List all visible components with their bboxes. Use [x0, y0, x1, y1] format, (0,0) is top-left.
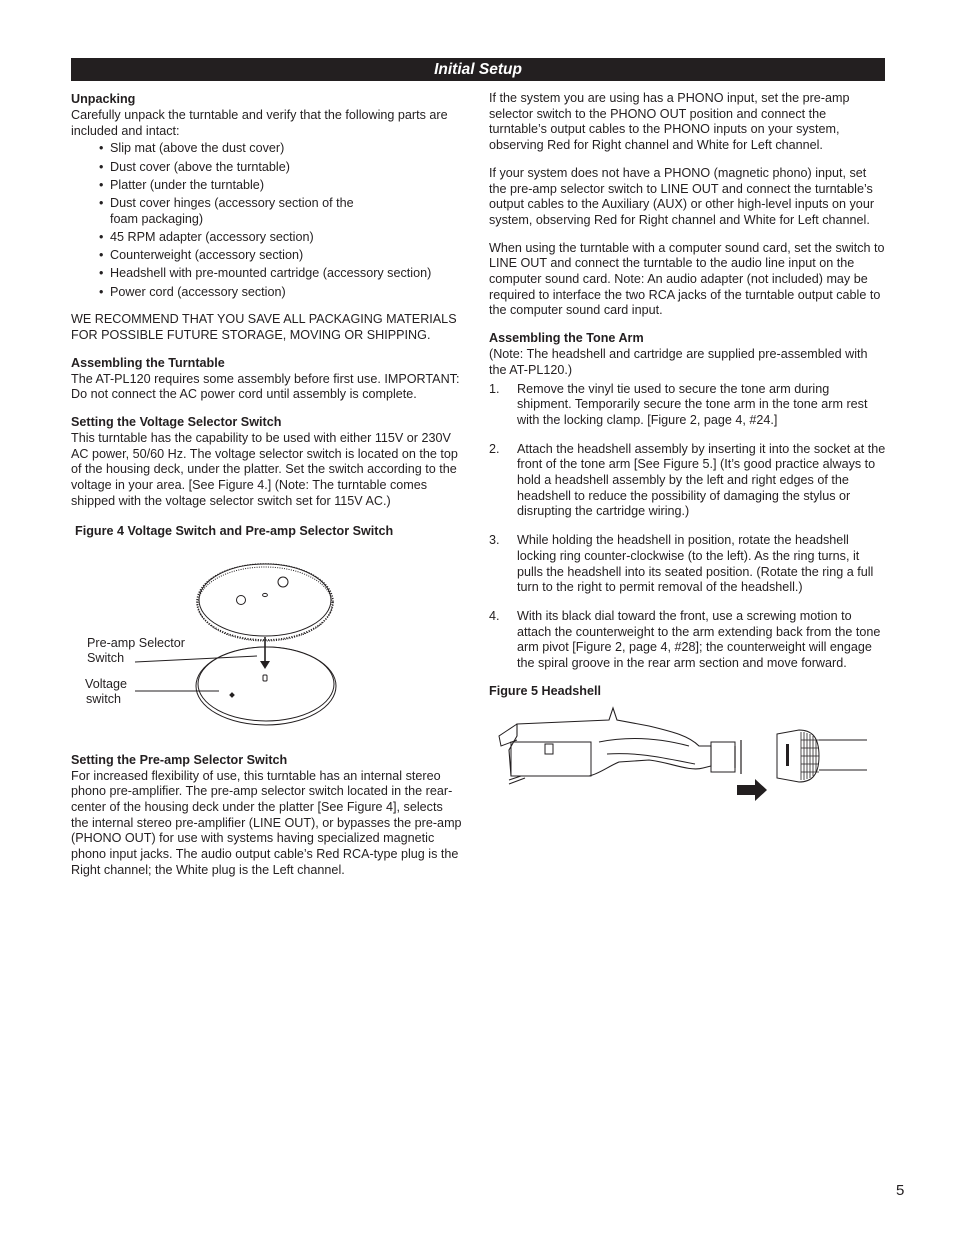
- list-item: • 45 RPM adapter (accessory section): [99, 229, 314, 244]
- list-item: • Counterweight (accessory section): [99, 248, 304, 263]
- tonearm-steps: [489, 382, 887, 672]
- unpacking-intro: Carefully unpack the turntable and verify that the following parts are included and intact:: [71, 108, 448, 138]
- assembling-turntable-body: The AT-PL120 requires some assembly before first use. IMPORTANT: Do not connect the AC power cord until assembly is complete.: [71, 371, 460, 402]
- arrow-right-icon: [737, 779, 767, 801]
- figure4-title: Figure 4 Voltage Switch and Pre-amp Selector Switch: [75, 523, 394, 538]
- preamp-switch-label: Pre-amp Selector Switch: [87, 635, 185, 666]
- list-item: • Power cord (accessory section): [99, 284, 286, 299]
- voltage-switch-label: Voltage switch: [85, 676, 128, 707]
- voltage-heading: Setting the Voltage Selector Switch: [71, 415, 282, 430]
- list-item: • Dust cover (above the turntable): [99, 159, 290, 174]
- packaging-recommendation: WE RECOMMEND THAT YOU SAVE ALL PACKAGING MATERIALS FOR POSSIBLE FUTURE STORAGE, MOVING OR SHIPPING.: [71, 312, 457, 342]
- voltage-body: This turntable has the capability to be used with either 115V or 230V AC power, 50/60 Hz. The voltage selector switch is located on the top of the housing deck, under the platter. Set the switch according to the voltage in your area. [See Figure 4.] (Note: The turntable comes shipped with the voltage selector switch set for 115V AC.): [71, 431, 458, 508]
- list-item: • Slip mat (above the dust cover): [99, 141, 285, 156]
- tonearm-heading: Assembling the Tone Arm: [489, 331, 644, 346]
- no-phono-paragraph: If your system does not have a PHONO (magnetic phono) input, set the pre-amp selector switch to LINE OUT and connect the turntable’s output cables to the Auxiliary (AUX) or other high-level inputs on your system, observing Red for Right channel and White for Left channel.: [489, 165, 875, 227]
- figure5-illustration: [489, 706, 887, 806]
- list-item: • Dust cover hinges (accessory section of the foam packaging): [99, 196, 354, 226]
- step-item: 2. Attach the headshell assembly by inserting it into the socket at the front of the tone arm [See Figure 5.] (It’s good practice always to hold a headshell assembly by the left and right edges of the headshell to reduce the possibility of damaging the stylus or disrupting the cartridge wiring.): [489, 441, 886, 519]
- phono-paragraph: If the system you are using has a PHONO input, set the pre-amp selector switch to the PHONO OUT position and connect the turntable’s output cables to the PHONO inputs on your system, observing Red for Right channel and White for Left channel.: [489, 91, 850, 153]
- figure4-illustration: [71, 544, 463, 740]
- unpacking-heading: Unpacking: [71, 92, 136, 106]
- step-item: 3. While holding the headshell in position, rotate the headshell locking ring counter-clockwise (to the left). As the ring turns, it pulls the headshell into its seated position. (Rotate the ring a full turn to the right to permit removal of the headshell.): [489, 533, 874, 595]
- left-column: [71, 91, 463, 878]
- list-item: • Headshell with pre-mounted cartridge (accessory section): [99, 266, 432, 281]
- right-column: [489, 91, 887, 806]
- computer-paragraph: When using the turntable with a computer sound card, set the switch to LINE OUT and connect the turntable to the audio line input on the computer sound card. Note: An audio adapter (not included) may be required to interface the two RCA jacks of the turntable output cable to the computer sound card input.: [489, 240, 885, 318]
- section-header-bar: [71, 58, 885, 81]
- step-item: 1. Remove the vinyl tie used to secure the tone arm during shipment. Temporarily secure the tone arm in the tone arm rest with the locking clamp. [Figure 2, page 4, #24.]: [489, 381, 868, 427]
- step-item: 4. With its black dial toward the front, use a screwing motion to attach the counterweight to the arm extending back from the tone arm pivot [Figure 2, page 4, #28]; the counterweight will engage the spiral groove in the rear arm section and move forward.: [489, 608, 881, 671]
- list-item: • Platter (under the turntable): [99, 177, 265, 192]
- headshell-diagram: [489, 706, 887, 806]
- preamp-body: For increased flexibility of use, this turntable has an internal stereo phono pre-amplifier. The pre-amp selector switch located in the rear-center of the housing deck under the platter [See Figure 4], selects the internal stereo pre-amplifier (LINE OUT), or bypasses the pre-amp (PHONO OUT) for use with systems having specialized magnetic phono input jacks. The audio output cable’s Red RCA-type plug is the Right channel; the White plug is the Left channel.: [71, 768, 462, 877]
- section-title: Initial Setup: [434, 61, 522, 78]
- parts-list: [71, 141, 463, 300]
- tonearm-note: (Note: The headshell and cartridge are supplied pre-assembled with the AT-PL120.): [489, 347, 868, 377]
- preamp-heading: Setting the Pre-amp Selector Switch: [71, 752, 288, 767]
- page-number: 5: [896, 1182, 905, 1199]
- figure5-title: Figure 5 Headshell: [489, 683, 601, 698]
- assembling-turntable-heading: Assembling the Turntable: [71, 355, 225, 370]
